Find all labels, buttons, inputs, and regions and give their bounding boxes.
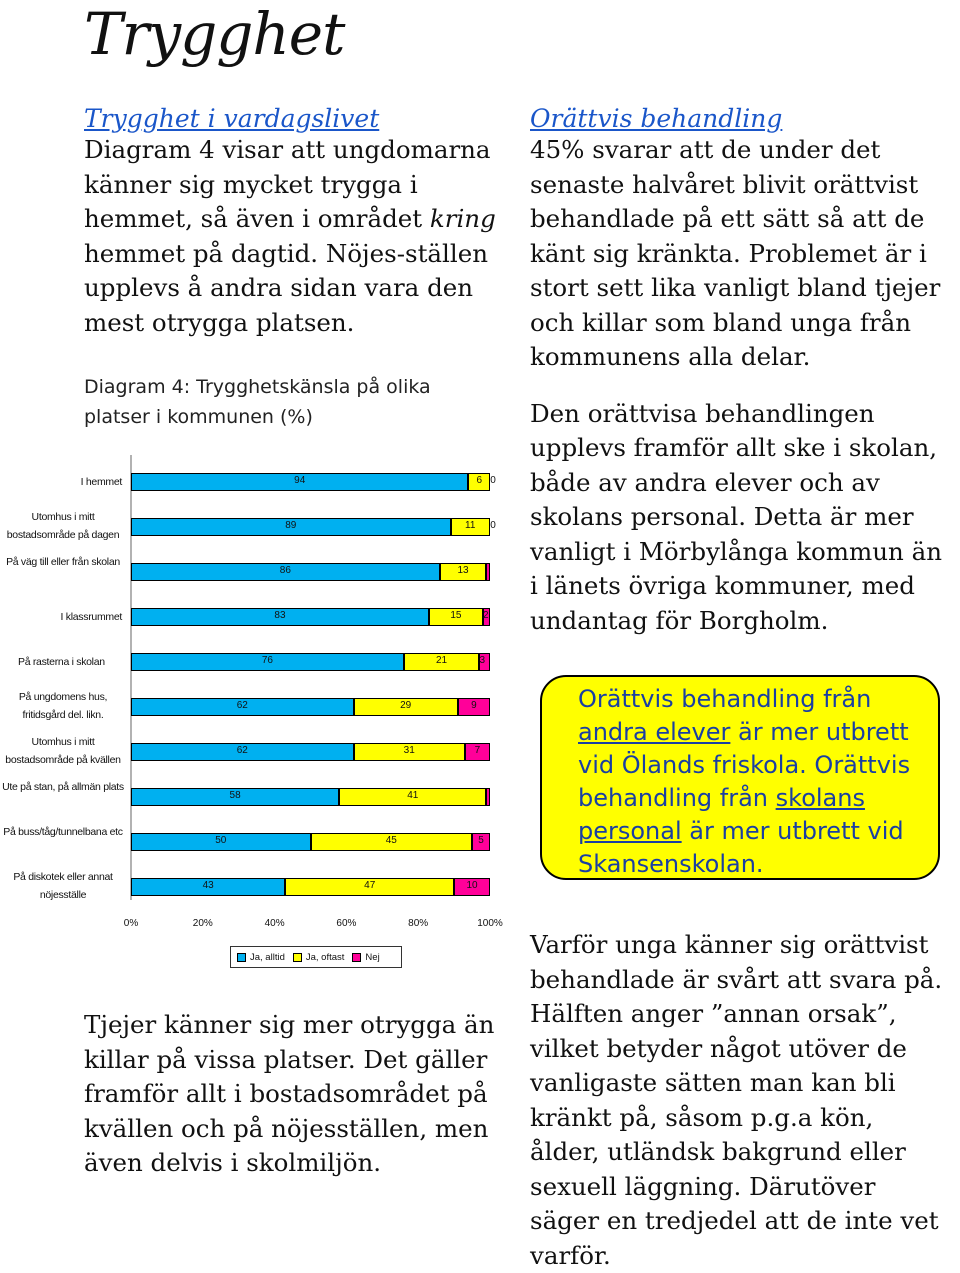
data-label: 89: [285, 520, 297, 531]
data-label: 76: [261, 655, 273, 666]
data-label: 15: [450, 610, 462, 621]
stacked-bar-chart: [0, 455, 520, 935]
left-section: [84, 104, 504, 340]
category-label: I klassrummet: [60, 611, 122, 623]
data-label: 58: [229, 790, 241, 801]
callout-underline-2: skolans personal: [578, 784, 865, 845]
data-label: 41: [407, 790, 419, 801]
data-label: 62: [236, 745, 248, 756]
data-label: 94: [294, 475, 306, 486]
data-label: 83: [274, 610, 286, 621]
data-label: 45: [385, 835, 397, 846]
data-label: 10: [466, 880, 478, 891]
data-label: 50: [215, 835, 227, 846]
callout-box: [540, 675, 940, 880]
unfair-paragraph-1: 45% svarar att de under det senaste halvåret blivit orättvist behandlade på ett sätt så att de känt sig kränkta. Problemet är i stort sett lika vanligt bland tjejer och killar som bland unga från kommunens alla delar.: [530, 135, 941, 371]
legend-swatch-no: [352, 953, 361, 962]
x-tick-label: 60%: [336, 918, 357, 929]
data-label: 13: [457, 565, 469, 576]
page-title: Trygghet: [84, 0, 345, 68]
callout-text-1: Orättvis behandling från: [578, 685, 872, 713]
data-label: 62: [236, 700, 248, 711]
legend-swatch-often: [293, 953, 302, 962]
data-label: 9: [471, 700, 477, 711]
safety-paragraph-part1: Diagram 4 visar att ungdomarna känner sig mycket trygga i hemmet, så även i området: [84, 135, 491, 233]
category-label: Utomhus i mitt bostadsområde på dagen: [6, 511, 120, 541]
x-tick-label: 0%: [123, 918, 139, 929]
data-label: 0: [490, 475, 496, 486]
category-label: På diskotek eller annat nöjesställe: [13, 871, 113, 901]
legend-label-always: Ja, alltid: [250, 951, 285, 963]
data-label: 31: [403, 745, 415, 756]
data-label: 47: [364, 880, 376, 891]
category-label: Ute på stan, på allmän plats: [2, 781, 124, 793]
x-tick-label: 20%: [192, 918, 213, 929]
section-heading-unfair-treatment: Orättvis behandling: [530, 104, 783, 133]
unfair-paragraph-2: Den orättvisa behandlingen upplevs framför allt ske i skolan, både av andra elever och av skolans personal. Detta är mer vanligt i Mörbylånga kommun än i länets övriga kommuner, med undantag för Borgholm.: [530, 398, 943, 635]
data-label: 29: [400, 700, 412, 711]
data-label: 21: [435, 655, 448, 666]
category-label: På ungdomens hus, fritidsgård del. likn.: [18, 691, 108, 721]
callout-underline-1: andra elever: [578, 718, 731, 746]
data-label: 5: [478, 835, 484, 846]
bar-segment-nej-3: [486, 563, 490, 581]
chart-title: Diagram 4: Trygghetskänsla på olika platser i kommunen (%): [84, 376, 431, 428]
x-tick-label: 100%: [477, 918, 503, 929]
safety-paragraph-emphasis: kring: [429, 204, 496, 233]
callout-text-3: är mer utbrett vid Skansenskolan.: [578, 817, 904, 878]
chart-legend: [230, 946, 402, 968]
safety-paragraph: [84, 133, 504, 340]
category-label: På väg till eller från skolan: [6, 556, 120, 568]
section-heading-safety: Trygghet i vardagslivet: [84, 104, 380, 133]
legend-label-no: Nej: [365, 951, 380, 963]
data-label: 11: [465, 520, 476, 531]
reasons-paragraph: Varför unga känner sig orättvist behandlade är svårt att svara på. Hälften anger ”annan orsak”, vilket betyder något utöver de vanligaste sätten man kan bli kränkt på, såsom p.g.a kön, ålder, utländsk bakgrund eller sexuell läggning. Därutöver säger en tredjedel att de inte vet varför.: [530, 930, 943, 1270]
category-label: Utomhus i mitt bostadsområde på kvällen: [5, 736, 121, 766]
safety-paragraph-part2: hemmet på dagtid. Nöjes-ställen upplevs å andra sidan vara den mest otrygga platsen.: [84, 238, 488, 337]
data-label: 7: [474, 745, 481, 756]
bar-segment-nej-8: [486, 788, 490, 806]
right-section: [530, 104, 950, 638]
legend-label-often: Ja, oftast: [305, 951, 345, 963]
callout-text-2: är mer utbrett vid Ölands friskola. Orättvis behandling från: [578, 718, 911, 812]
data-label: 0: [490, 520, 496, 531]
data-label: 6: [476, 475, 482, 486]
legend-swatch-always: [237, 953, 246, 962]
x-tick-label: 40%: [264, 918, 285, 929]
data-label: 3: [479, 655, 485, 666]
category-label: På rasterna i skolan: [18, 656, 105, 668]
data-label: 2: [483, 610, 489, 621]
data-label: 43: [202, 880, 214, 891]
data-label: 86: [279, 565, 291, 576]
category-label: I hemmet: [80, 476, 122, 488]
category-label: På buss/tåg/tunnelbana etc: [3, 826, 123, 838]
gender-paragraph: Tjejer känner sig mer otrygga än killar på vissa platser. Det gäller framför allt i bostadsområdet på kvällen och på nöjesställen, men även delvis i skolmiljön.: [84, 1010, 495, 1177]
x-tick-label: 80%: [408, 918, 429, 929]
